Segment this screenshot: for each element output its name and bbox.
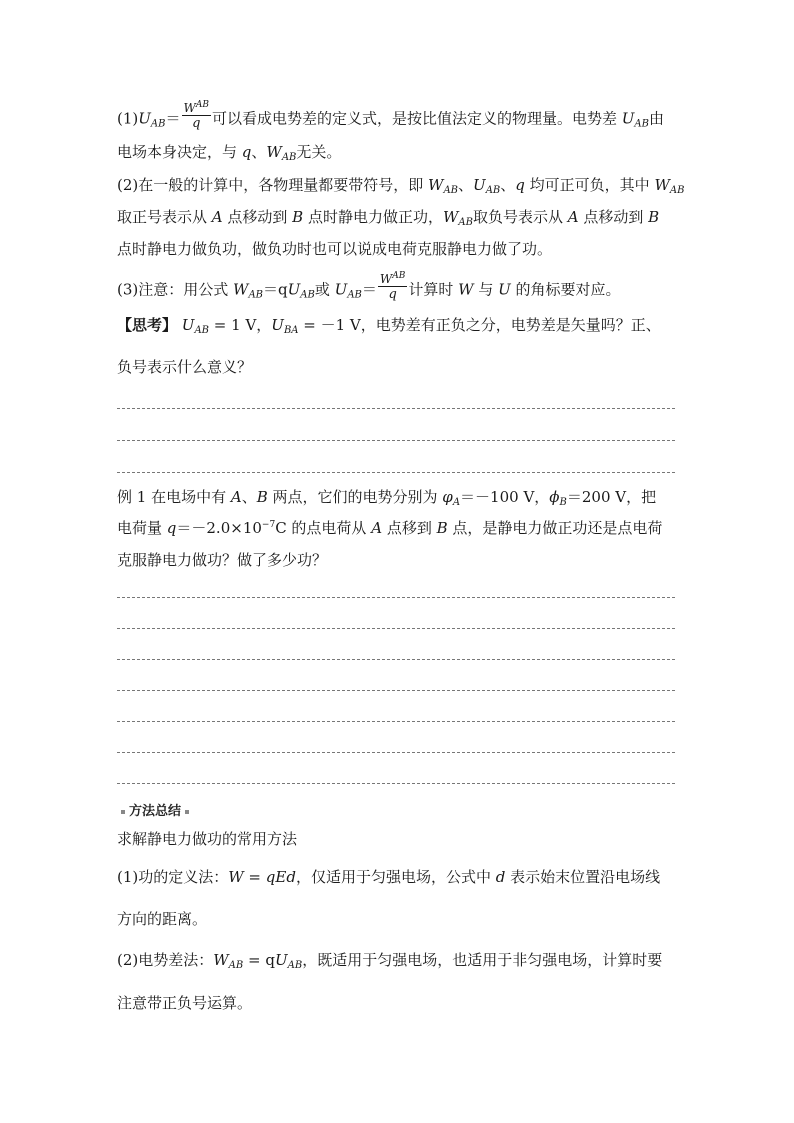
example-line-3 <box>117 553 327 568</box>
symbol-d: d <box>495 868 506 886</box>
subscript-ab: AB <box>443 185 459 196</box>
para-1-text-a: 可以看成电势差的定义式，是按比值法定义的物理量。电势差 <box>211 109 622 128</box>
method-2-a: (2)电势差法： <box>117 951 214 969</box>
symbol-b: B <box>292 208 304 226</box>
answer-line <box>117 721 675 722</box>
symbol-u: U <box>138 109 151 128</box>
answer-line <box>117 690 675 691</box>
para-3-text-e: 的角标要对应。 <box>510 280 621 299</box>
subscript-ab: AB <box>347 289 362 301</box>
symbol-a: A <box>211 208 223 226</box>
method-1-line-2-text: 方向的距离。 <box>117 910 208 928</box>
method-1-line-2 <box>117 912 207 927</box>
symbol-u: U <box>473 176 486 194</box>
para-3-text-c: 计算时 <box>408 280 459 299</box>
think-line-2 <box>117 360 252 375</box>
para-2-line-2-a: 取正号表示从 <box>117 208 212 226</box>
answer-line <box>117 408 675 409</box>
para-2-line-3 <box>117 242 552 257</box>
example-line-1-c: 两点，它们的电势分别为 <box>267 488 443 506</box>
answer-line <box>117 659 675 660</box>
symbol-b: B <box>436 519 448 537</box>
example-line-2-b: ＝－2.0×10 <box>176 519 262 537</box>
answer-line <box>117 783 675 784</box>
fraction-w-over-q-2 <box>378 272 407 301</box>
answer-line <box>117 752 675 753</box>
method-2-line-1 <box>117 953 662 971</box>
symbol-a: A <box>230 488 242 506</box>
subscript-ab: AB <box>669 185 685 196</box>
fraction-numerator-sup: AB <box>195 100 209 110</box>
para-1-line-2-c: 无关。 <box>296 143 342 161</box>
symbol-q: q <box>241 143 252 161</box>
symbol-u: U <box>271 316 284 334</box>
example-line-1-e: ＝200 V，把 <box>566 488 657 506</box>
para-1-line-2 <box>117 145 341 163</box>
symbol-a: A <box>567 208 579 226</box>
symbol-u: U <box>274 951 288 969</box>
para-3-line-1: (3)注意：用公式 $W_{AB}=qU_{AB}$或 $U_{AB}=$ $\frac{W^{AB}}{q}$ 计算时 W 与 U 的角标要对应。 <box>117 271 621 302</box>
exponent: −7 <box>261 520 276 530</box>
subscript-ab: AB <box>634 118 649 130</box>
symbol-w: W <box>428 176 444 194</box>
symbol-u: U <box>498 280 511 299</box>
method-heading <box>117 832 297 847</box>
bullet-square-icon <box>185 810 189 814</box>
para-3-text-a: (3)注意：用公式 <box>117 280 234 299</box>
symbol-phi-b: ϕ <box>549 488 560 506</box>
example-line-2-e: 点，是静电力做正功还是点电荷 <box>447 519 663 537</box>
example-line-3-text: 克服静电力做功？做了多少功？ <box>117 551 328 569</box>
para-2-line-2-b: 点移动到 <box>222 208 293 226</box>
method-1-b: ，仅适用于匀强电场，公式中 <box>295 868 496 886</box>
para-2-line-1-d: 均可正可负，其中 <box>524 176 655 194</box>
subscript-ab: AB <box>194 325 210 336</box>
symbol-u: U <box>334 280 348 299</box>
symbol-w: W <box>458 280 474 299</box>
fraction-numerator-sup: AB <box>392 271 406 281</box>
para-3-text-d: 与 <box>473 280 499 299</box>
fraction-denominator: q <box>192 116 201 131</box>
subscript-ba: BA <box>283 325 299 336</box>
example-line-1-b: 、 <box>241 488 257 506</box>
think-label: 【思考】 <box>117 316 178 334</box>
example-line-2 <box>117 521 662 536</box>
subscript-ab: AB <box>150 118 166 130</box>
para-1-line-1: $(1)U_{AB}=$ $\frac{W^{AB}}{q}$ 可以看成电势差的定义式，是按比值法定义的物理量。电势差 $U_{AB}$由 <box>117 100 664 131</box>
para-2-line-2 <box>117 210 659 228</box>
method-2-eq: = q <box>243 951 275 969</box>
para-2-line-2-d: 取负号表示从 <box>472 208 568 226</box>
think-text-b: = －1 V，电势差有正负之分，电势差是矢量吗？正、 <box>298 316 661 334</box>
para-3-text-b: 或 <box>314 280 335 299</box>
example-line-2-c: C 的点电荷从 <box>275 519 372 537</box>
subscript-ab: AB <box>281 152 297 163</box>
bullet-square-icon <box>121 810 125 814</box>
method-1-a: (1)功的定义法： <box>117 868 229 886</box>
method-1-line-1 <box>117 870 660 885</box>
fraction-numerator: W <box>183 101 196 115</box>
fraction-numerator: W <box>379 272 393 286</box>
method-summary-title <box>117 800 193 819</box>
para-2-line-2-c: 点时静电力做正功， <box>303 208 443 226</box>
answer-line <box>117 597 675 598</box>
para-2-line-2-e: 点移动到 <box>578 208 649 226</box>
para-1-line-2-b: 、 <box>251 143 267 161</box>
example-line-2-a: 电荷量 <box>117 519 167 537</box>
answer-line <box>117 628 675 629</box>
item-number: (1) <box>117 109 139 128</box>
method-heading-text: 求解静电力做功的常用方法 <box>117 830 298 848</box>
symbol-w: W <box>442 208 459 226</box>
symbol-a: A <box>371 519 383 537</box>
symbol-q: q <box>166 519 177 537</box>
symbol-w: W <box>266 143 282 161</box>
para-2-line-1-a: (2)在一般的计算中，各物理量都要带符号，即 <box>117 176 429 194</box>
example-line-2-d: 点移到 <box>382 519 437 537</box>
method-title-text: 方法总结 <box>129 804 182 819</box>
think-line-2-text: 负号表示什么意义？ <box>117 358 253 376</box>
symbol-u: U <box>287 280 301 299</box>
para-2-line-1 <box>117 178 684 196</box>
fraction-w-over-q <box>182 101 211 130</box>
subscript-a: A <box>452 497 461 508</box>
subscript-ab: AB <box>248 289 264 301</box>
subscript-b: B <box>559 497 567 508</box>
fraction-denominator: q <box>388 287 397 302</box>
symbol-q: q <box>515 176 525 194</box>
para-2-line-3-text: 点时静电力做负功，做负功时也可以说成电荷克服静电力做了功。 <box>117 240 553 258</box>
answer-line <box>117 440 675 441</box>
answer-line <box>117 472 675 473</box>
subscript-ab: AB <box>228 960 244 971</box>
symbol-w: W <box>213 951 229 969</box>
example-line-1-a: 例 1 在电场中有 <box>117 488 231 506</box>
method-1-c: 表示始末位置沿电场线 <box>505 868 661 886</box>
symbol-w: W <box>233 280 249 299</box>
subscript-ab: AB <box>287 960 303 971</box>
symbol-phi: φ <box>442 488 453 506</box>
para-2-line-1-b: 、 <box>458 176 474 194</box>
symbol-u: U <box>621 109 635 128</box>
subscript-ab: AB <box>458 217 473 228</box>
symbol-b: B <box>256 488 268 506</box>
para-1-line-2-a: 电场本身决定，与 <box>117 143 242 161</box>
para-1-text-b: 由 <box>648 109 664 128</box>
example-line-1 <box>117 490 656 508</box>
symbol-b: B <box>648 208 660 226</box>
subscript-ab: AB <box>300 289 315 301</box>
method-2-line-2 <box>117 996 252 1011</box>
para-3-eq1: ＝q <box>263 280 288 299</box>
method-1-eq: W = qEd <box>228 868 296 886</box>
symbol-w: W <box>654 176 670 194</box>
method-2-line-2-text: 注意带正负号运算。 <box>117 994 253 1012</box>
method-2-b: ，既适用于匀强电场，也适用于非匀强电场，计算时要 <box>302 951 663 969</box>
think-line-1 <box>117 318 661 336</box>
think-text-a: = 1 V， <box>209 316 272 334</box>
symbol-u: U <box>181 316 195 334</box>
para-2-line-1-c: 、 <box>500 176 516 194</box>
example-line-1-d: ＝－100 V， <box>460 488 550 506</box>
subscript-ab: AB <box>485 185 501 196</box>
